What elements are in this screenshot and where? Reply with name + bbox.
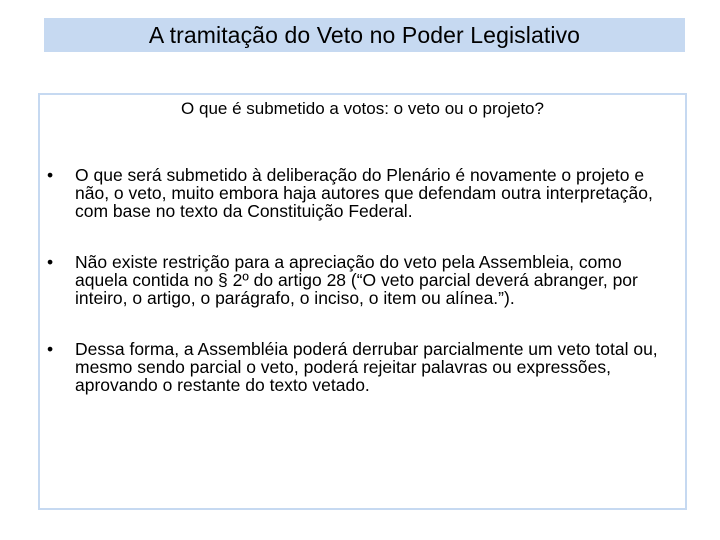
slide-title: A tramitação do Veto no Poder Legislativo — [148, 21, 581, 48]
bullet-dot-icon: • — [47, 165, 54, 185]
bullet-item — [40, 253, 685, 307]
bullet-dot-icon: • — [47, 252, 54, 272]
bullet-dot-icon: • — [47, 339, 54, 359]
bullet-text: Dessa forma, a Assembléia poderá derrubar parcialmente um veto total ou, mesmo sendo parcial o veto, poderá rejeitar palavras ou expressões, aprovando o restante do texto vetado. — [75, 339, 658, 395]
bullet-item — [40, 340, 685, 394]
bullet-text: O que será submetido à deliberação do Plenário é novamente o projeto e não, o veto, muito embora haja autores que defendam outra interpretação, com base no texto da Constituição Federal. — [75, 165, 653, 221]
bullet-list — [40, 166, 685, 427]
content-box — [38, 93, 687, 510]
bullet-item — [40, 166, 685, 220]
title-bar — [44, 18, 685, 52]
bullet-text: Não existe restrição para a apreciação do veto pela Assembleia, como aquela contida no § 2º do artigo 28 (“O veto parcial deverá abranger, por inteiro, o artigo, o parágrafo, o inciso, o item ou alínea.”). — [75, 252, 638, 308]
slide-subtitle: O que é submetido a votos: o veto ou o projeto? — [181, 99, 544, 118]
